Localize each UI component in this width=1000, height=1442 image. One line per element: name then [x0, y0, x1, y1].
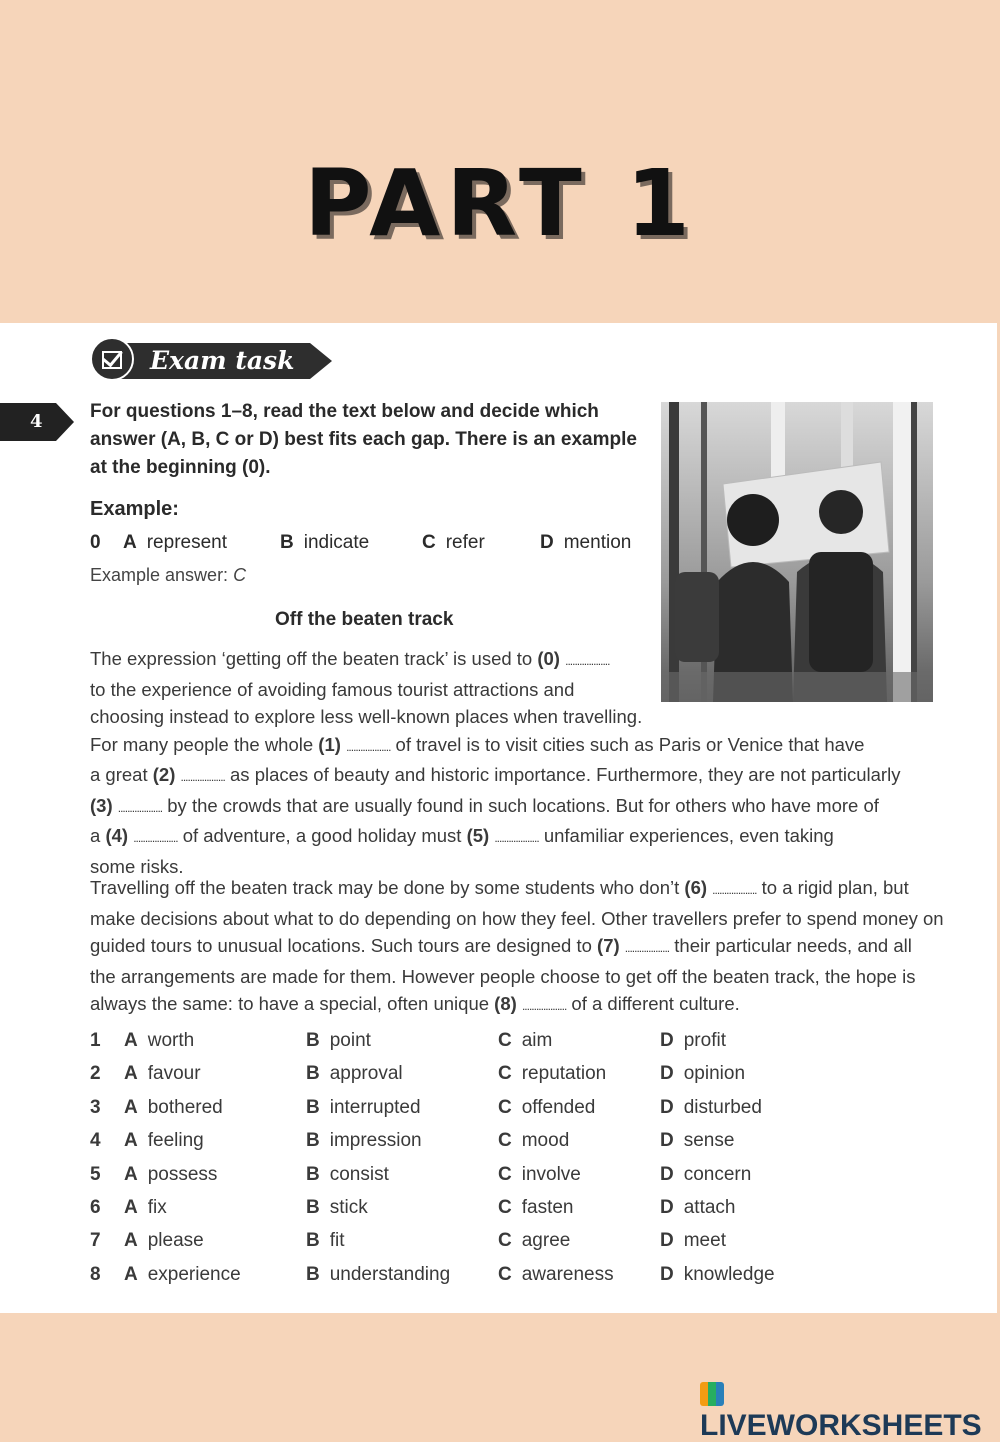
paragraph-2: Travelling off the beaten track may be done by some students who don’t (6) ................... to a rigid plan, but make decisions about what to do depending on how they feel. Other travellers prefer to spend money on guided tours to unusual locations. Such tours are designed to (7) ................... their particular needs, and all the arrangements are made for them. However people choose to get off the beaten track, the hope is always the same: to have a special, often unique (8) ................... of a different culture.: [90, 877, 944, 1014]
example-answer: Example answer: C: [90, 565, 247, 585]
banner-arrow: [310, 343, 332, 379]
logo-badge-icon: [700, 1382, 724, 1406]
instructions: For questions 1–8, read the text below and decide which answer (A, B, C or D) best fits each gap. There is an example at the beginning (0).: [90, 401, 637, 478]
example-option-b: B indicate: [280, 532, 370, 553]
gap-1: (1): [318, 733, 341, 755]
question-row: 7 A please B fit C agree D meet: [90, 1230, 726, 1252]
question-row: 4 A feeling B impression C mood D sense: [90, 1130, 735, 1152]
example-number: 0: [90, 532, 101, 553]
gap-0: (0): [537, 648, 560, 669]
example-option-a: A represent: [123, 532, 228, 553]
gap-7: (7): [597, 935, 620, 956]
gap-3: (3): [90, 794, 113, 816]
answer-options: [90, 1030, 890, 1297]
question-row: 2 A favour B approval C reputation D opinion: [90, 1063, 746, 1085]
page-title: PART 1: [304, 150, 696, 257]
example-option-d: D mention: [540, 532, 632, 553]
gap-6: (6): [684, 877, 708, 898]
gap-8: (8): [494, 993, 517, 1014]
liveworksheets-logo: LIVEWORKSHEETS: [700, 1378, 1000, 1410]
paragraph-1: The expression ‘getting off the beaten track’ is used to (0) ................... to the experience of avoiding famous tourist attractions and choosing instead to explore less well-known places when travelling. For many people the whole (1) ................... of travel is to visit cities such as Paris or Venice that have a great (2) ................... as places of beauty and historic importance. Furthermore, they are not particularly (3) ................... by the crowds that are usually found in such locations. But for others who have more of a (4) ................... of adventure, a good holiday must (5) ................... unfamiliar experiences, even taking some risks.: [90, 648, 901, 877]
task-number: 4: [30, 411, 43, 432]
question-row: 3 A bothered B interrupted C offended D disturbed: [90, 1096, 762, 1118]
gap-5: (5): [466, 825, 490, 846]
gap-4: (4): [105, 825, 129, 846]
example-title: Example:: [90, 498, 179, 520]
gap-2: (2): [152, 764, 176, 785]
example-option-c: C refer: [422, 532, 485, 553]
question-row: 6 A fix B stick C fasten D attach: [90, 1196, 736, 1218]
task-number-tab: [0, 403, 56, 441]
exam-task-banner: [90, 337, 340, 383]
question-row: 8 A experience B understanding C awareness D knowledge: [90, 1263, 775, 1285]
checkbox-icon: [90, 337, 134, 381]
reading-title: Off the beaten track: [275, 609, 454, 630]
exam-task-label: Exam task: [150, 346, 295, 375]
question-row: 1 A worth B point C aim D profit: [90, 1030, 726, 1051]
question-row: 5 A possess B consist C involve D concern: [90, 1163, 752, 1185]
